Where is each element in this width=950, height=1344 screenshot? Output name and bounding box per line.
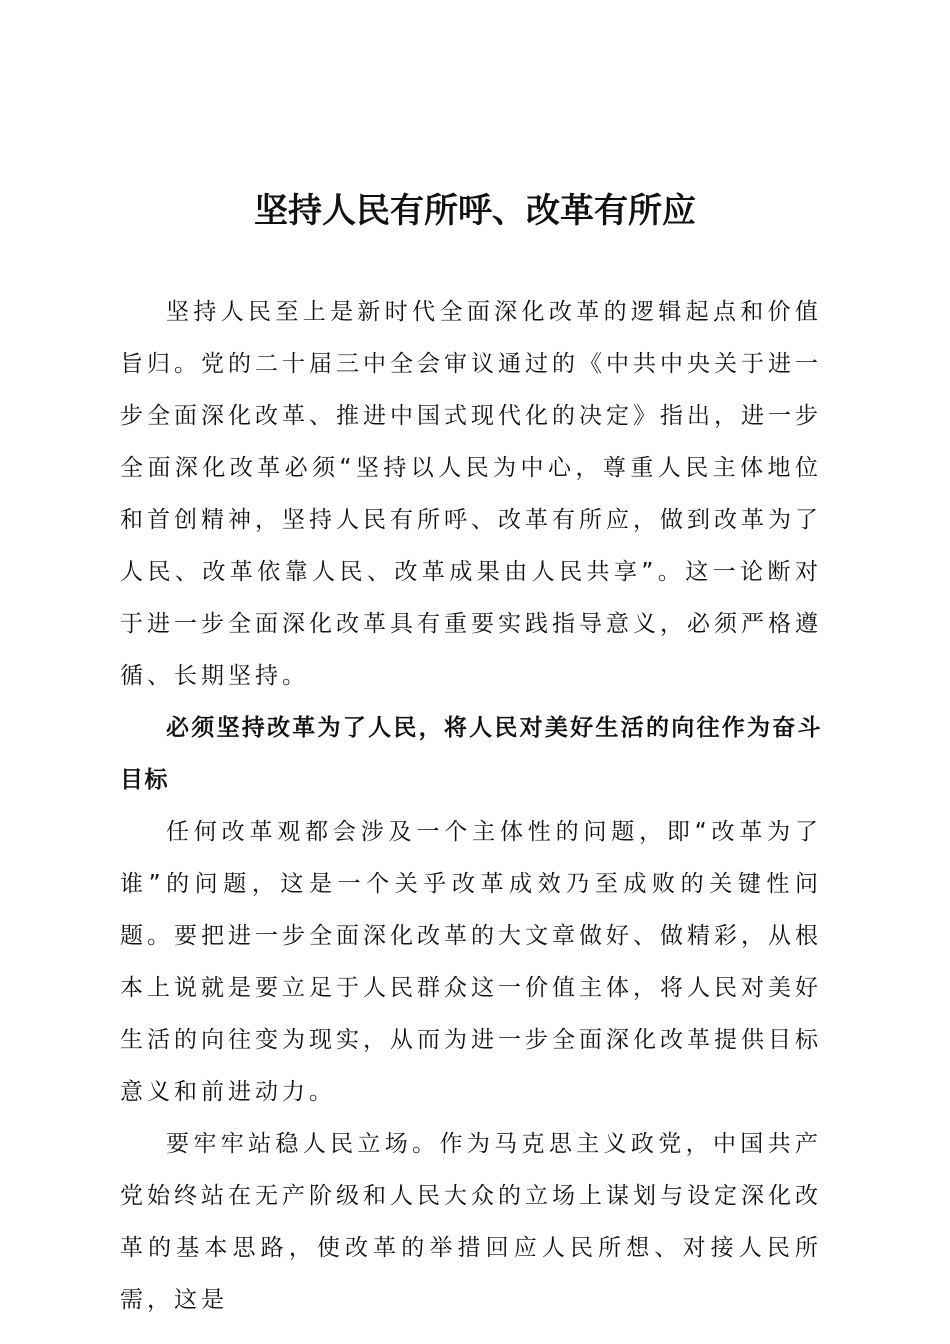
paragraph-intro: 坚持人民至上是新时代全面深化改革的逻辑起点和价值旨归。党的二十届三中全会审议通过的《中共中央关于进一步全面深化改革、推进中国式现代化的决定》指出，进一步全面深化改革必须“坚持以人民为中心，尊重人民主体地位和首创精神，坚持人民有所呼、改革有所应，做到改革为了人民、改革依靠人民、改革成果由人民共享”。这一论断对于进一步全面深化改革具有重要实践指导意义，必须严格遵循、长期坚持。	[120, 299, 822, 689]
document-body	[120, 286, 822, 1326]
paragraph-stance: 要牢牢站稳人民立场。作为马克思主义政党，中国共产党始终站在无产阶级和人民大众的立场上谋划与设定深化改革的基本思路，使改革的举措回应人民所想、对接人民所需，这是	[120, 1131, 822, 1313]
section-heading: 必须坚持改革为了人民，将人民对美好生活的向往作为奋斗目标	[120, 715, 822, 793]
paragraph-subject: 任何改革观都会涉及一个主体性的问题，即“改革为了谁”的问题，这是一个关乎改革成效乃至成败的关键性问题。要把进一步全面深化改革的大文章做好、做精彩，从根本上说就是要立足于人民群众这一价值主体，将人民对美好生活的向往变为现实，从而为进一步全面深化改革提供目标意义和前进动力。	[120, 819, 822, 1105]
document-title: 坚持人民有所呼、改革有所应	[254, 191, 696, 231]
